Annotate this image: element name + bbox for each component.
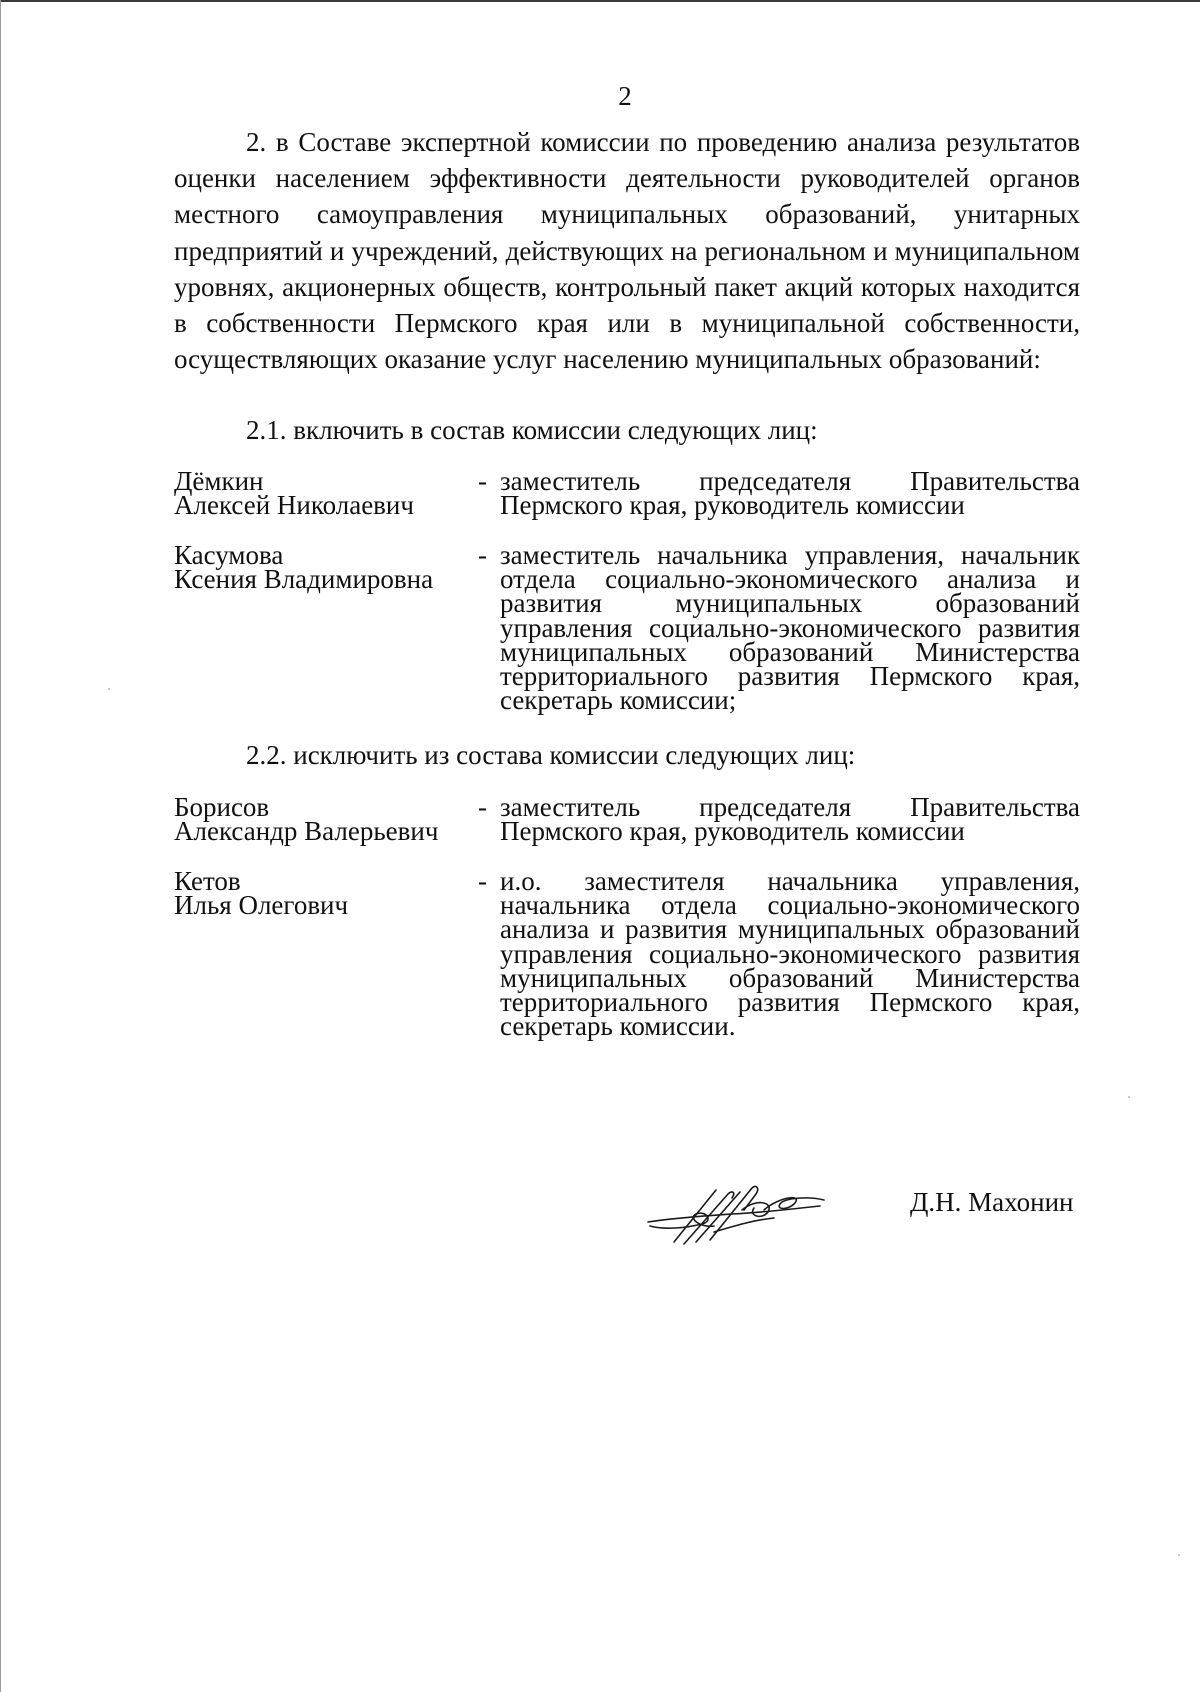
member-dash: - [478,466,487,496]
member-role: заместитель начальника управления, начальник отдела социально-экономического анализа и развития муниципальных образований управления социально-экономического развития муниципальных образований Министерства территориального развития Пермского края, секретарь комиссии; [500,540,1080,716]
member-given-names: Ксения Владимировна [174,564,434,595]
exclude-heading: 2.2. исключить из состава комиссии следующих лиц: [246,740,856,770]
page-number: 2 [618,81,632,111]
member-surname: Кетов [174,866,241,896]
scan-edge-left [0,0,1,1692]
member-role: и.о. заместителя начальника управления, начальника отдела социально-экономического анализа и развития муниципальных образований управления социально-экономического развития муниципальных образований Министерства территориального развития Пермского края, секретарь комиссии. [500,866,1080,1042]
scan-speck [1178,1554,1180,1556]
member-name [174,466,474,521]
member-name [174,866,474,921]
member-dash: - [478,792,487,822]
member-dash: - [478,866,487,896]
handwritten-signature-icon [644,1180,834,1250]
member-surname: Борисов [174,792,270,822]
member-given-names: Алексей Николаевич [174,490,414,521]
member-dash: - [478,540,487,570]
member-surname: Дёмкин [174,466,264,496]
member-given-names: Александр Валерьевич [174,816,439,847]
member-name [174,540,474,595]
member-role: заместитель председателя Правительства Пермского края, руководитель комиссии [500,792,1080,847]
member-role: заместитель председателя Правительства Пермского края, руководитель комиссии [500,466,1080,521]
member-given-names: Илья Олегович [174,890,349,921]
scan-edge-top [0,0,1200,2]
scan-speck [108,688,110,690]
scan-speck [1128,1096,1130,1098]
intro-paragraph: 2. в Составе экспертной комиссии по проведению анализа результатов оценки населением эффективности деятельности руководителей органов местного самоуправления муниципальных образований, унитарных предприятий и учреждений, действующих на региональном и муниципальном уровнях, акционерных обществ, контрольный пакет акций которых находится в собственности Пермского края или в муниципальной собственности, осуществляющих оказание услуг населению муниципальных образований: [174,127,1080,375]
member-surname: Касумова [174,540,284,570]
signer-name: Д.Н. Махонин [910,1187,1074,1217]
include-heading: 2.1. включить в состав комиссии следующих лиц: [246,415,818,445]
member-name [174,792,474,847]
